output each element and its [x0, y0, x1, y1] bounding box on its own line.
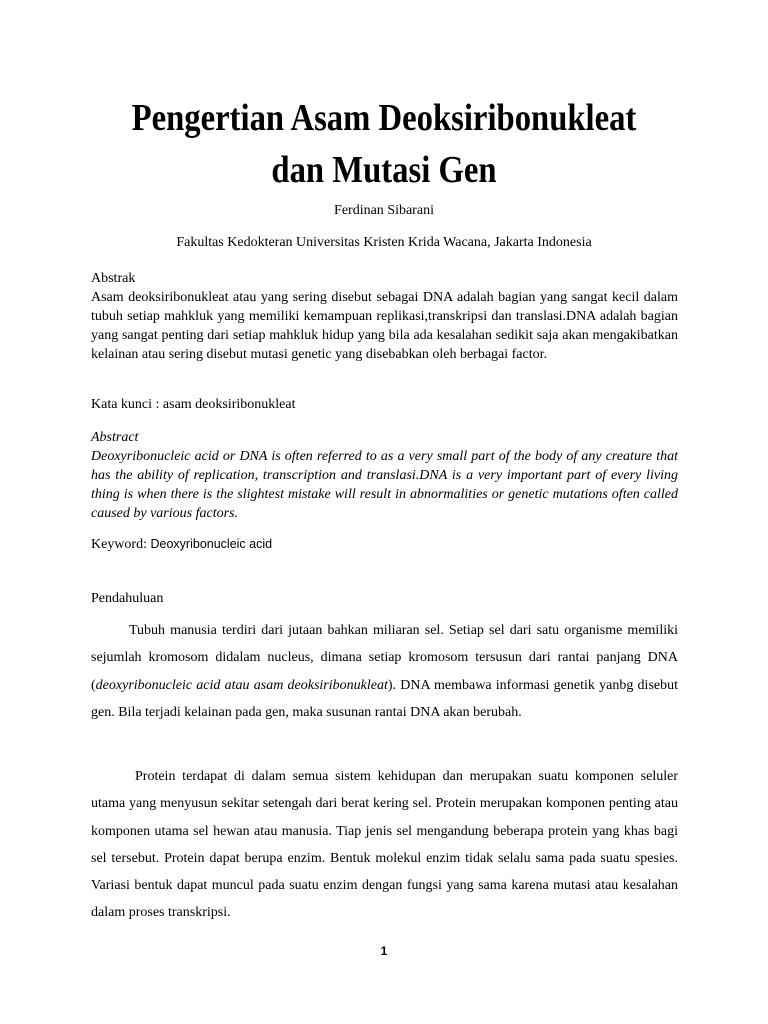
title-line-2: dan Mutasi Gen [271, 149, 497, 191]
page-number: 1 [380, 944, 388, 958]
abstract-indonesian-body: Asam deoksiribonukleat atau yang sering disebut sebagai DNA adalah bagian yang sangat kecil dalam tubuh setiap mahkluk yang memiliki kemampuan replikasi,transkripsi dan translasi.DNA adalah bagian yang sangat penting dari setiap mahkluk hidup yang bila ada kesalahan sedikit saja akan mengakibatkan kelainan atau sering disebut mutasi genetic yang disebabkan oleh berbagai factor. [91, 290, 678, 362]
section-heading-introduction: Pendahuluan [91, 591, 164, 606]
author-name: Ferdinan Sibarani [334, 203, 434, 218]
introduction-paragraph-1-italic: deoxyribonucleic acid atau asam deoksiribonukleat [95, 677, 388, 693]
abstract-indonesian-heading: Abstrak [91, 271, 136, 286]
introduction-paragraph-1-text-b: ). DNA membawa informasi genetik yanbg disebut gen. Bila terjadi kelainan pada gen, maka susunan rantai DNA akan berubah. [91, 677, 678, 720]
author-affiliation: Fakultas Kedokteran Universitas Kristen Krida Wacana, Jakarta Indonesia [176, 235, 592, 250]
keywords-indonesian: Kata kunci : asam deoksiribonukleat [91, 397, 296, 412]
title-line-1: Pengertian Asam Deoksiribonukleat [131, 97, 637, 139]
keywords-english [91, 535, 678, 554]
keywords-english-label: Keyword: [91, 537, 151, 552]
introduction-paragraph-1-text-a: Tubuh manusia terdiri dari jutaan bahkan miliaran sel. Setiap sel dari satu organisme memiliki sejumlah kromosom didalam nucleus, dimana setiap kromosom tersusun dari rantai panjang DNA ( [91, 623, 678, 693]
abstract-english-heading: Abstract [91, 430, 139, 445]
keywords-english-value: Deoxyribonucleic acid [150, 537, 273, 551]
abstract-english-body: Deoxyribonucleic acid or DNA is often referred to as a very small part of the body of any creature that has the ability of replication, transcription and translasi.DNA is a very important part of every living thing is when there is the slightest mistake will result in abnormalities or genetic mutations often called caused by various factors. [91, 449, 678, 521]
abstract-indonesian [91, 269, 678, 364]
introduction-paragraph-1 [91, 617, 678, 726]
paper-title [88, 92, 680, 196]
abstract-english [91, 428, 678, 523]
introduction-paragraph-2: Protein terdapat di dalam semua sistem kehidupan dan merupakan suatu komponen seluler utama yang menyusun sekitar setengah dari berat kering sel. Protein merupakan komponen penting atau komponen utama sel hewan atau manusia. Tiap jenis sel mengandung beberapa protein yang khas bagi sel tersebut. Protein dapat berupa enzim. Bentuk molekul enzim tidak selalu sama pada suatu spesies. Variasi bentuk dapat muncul pada suatu enzim dengan fungsi yang sama karena mutasi atau kesalahan dalam proses transkripsi. [91, 769, 678, 921]
